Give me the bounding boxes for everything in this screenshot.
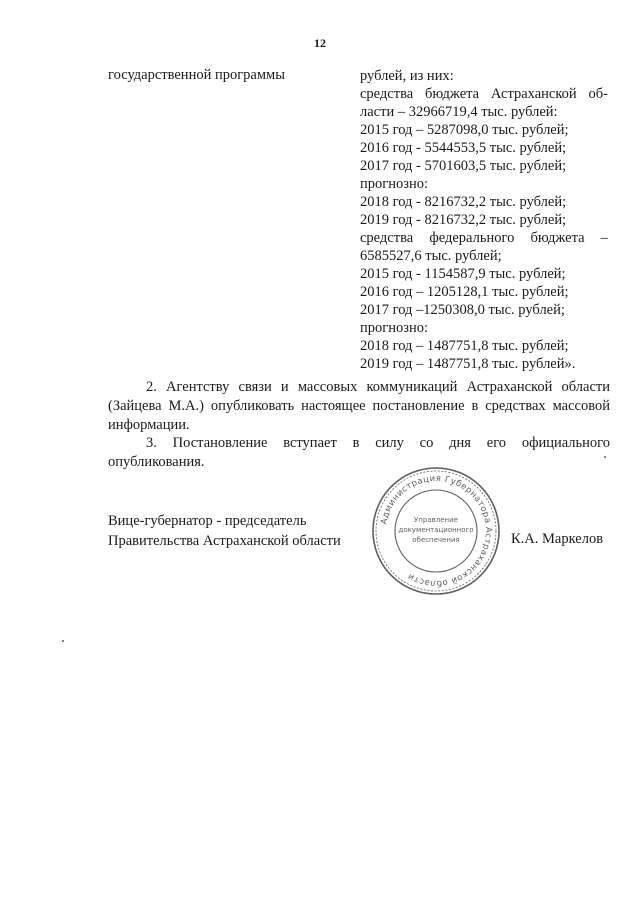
scan-artifact <box>604 456 606 458</box>
funding-line: 2018 год - 8216732,2 тыс. рублей; <box>360 194 567 210</box>
signatory-title-line-2: Правительства Астраханской области <box>108 533 341 549</box>
signature-block <box>108 511 341 551</box>
paragraph-3-text: 3. Постановление вступает в силу со дня его официального опубликования. <box>108 435 610 470</box>
signatory-title-line-1: Вице-губернатор - председатель <box>108 513 307 529</box>
funding-line: 2015 год – 5287098,0 тыс. рублей; <box>360 122 569 138</box>
seal-center-line-3: обеспечения <box>412 536 460 544</box>
funding-line: 2016 год - 5544553,5 тыс. рублей; <box>360 140 567 156</box>
funding-line: 2019 год – 1487751,8 тыс. рублей». <box>360 356 576 372</box>
funding-line: 6585527,6 тыс. рублей; <box>360 248 502 264</box>
page-number: 12 <box>314 36 326 50</box>
seal-center-line-1: Управление <box>414 516 458 524</box>
funding-line: рублей, из них: <box>360 68 454 84</box>
paragraph-2-text: 2. Агентству связи и массовых коммуникаций Астраханской области (Зайцева М.А.) опубликовать настоящее постановление в средствах массовой информации. <box>108 379 610 433</box>
seal-ring-text: Администрация Губернатора Астраханской области <box>379 473 494 589</box>
funding-line: 2017 год - 5701603,5 тыс. рублей; <box>360 158 567 174</box>
funding-details <box>360 67 608 373</box>
scan-artifact <box>62 640 64 642</box>
table-left-cell-label: государственной программы <box>108 67 285 83</box>
seal-center-line-2: документационного <box>398 526 474 534</box>
funding-line: 2019 год - 8216732,2 тыс. рублей; <box>360 212 567 228</box>
funding-line: средства федерального бюджета – <box>360 230 608 246</box>
funding-line: 2017 год –1250308,0 тыс. рублей; <box>360 302 565 318</box>
funding-line: 2018 год – 1487751,8 тыс. рублей; <box>360 338 569 354</box>
paragraph-3 <box>108 434 610 472</box>
funding-line: прогнозно: <box>360 320 428 336</box>
signatory-name: К.А. Маркелов <box>511 531 604 547</box>
paragraph-2 <box>108 378 610 435</box>
funding-line: 2016 год – 1205128,1 тыс. рублей; <box>360 284 569 300</box>
funding-line: средства бюджета Астраханской об- <box>360 86 608 102</box>
funding-line: прогнозно: <box>360 176 428 192</box>
funding-line: 2015 год - 1154587,9 тыс. рублей; <box>360 266 566 282</box>
funding-line: ласти – 32966719,4 тыс. рублей: <box>360 104 558 120</box>
official-seal-stamp <box>370 465 502 597</box>
